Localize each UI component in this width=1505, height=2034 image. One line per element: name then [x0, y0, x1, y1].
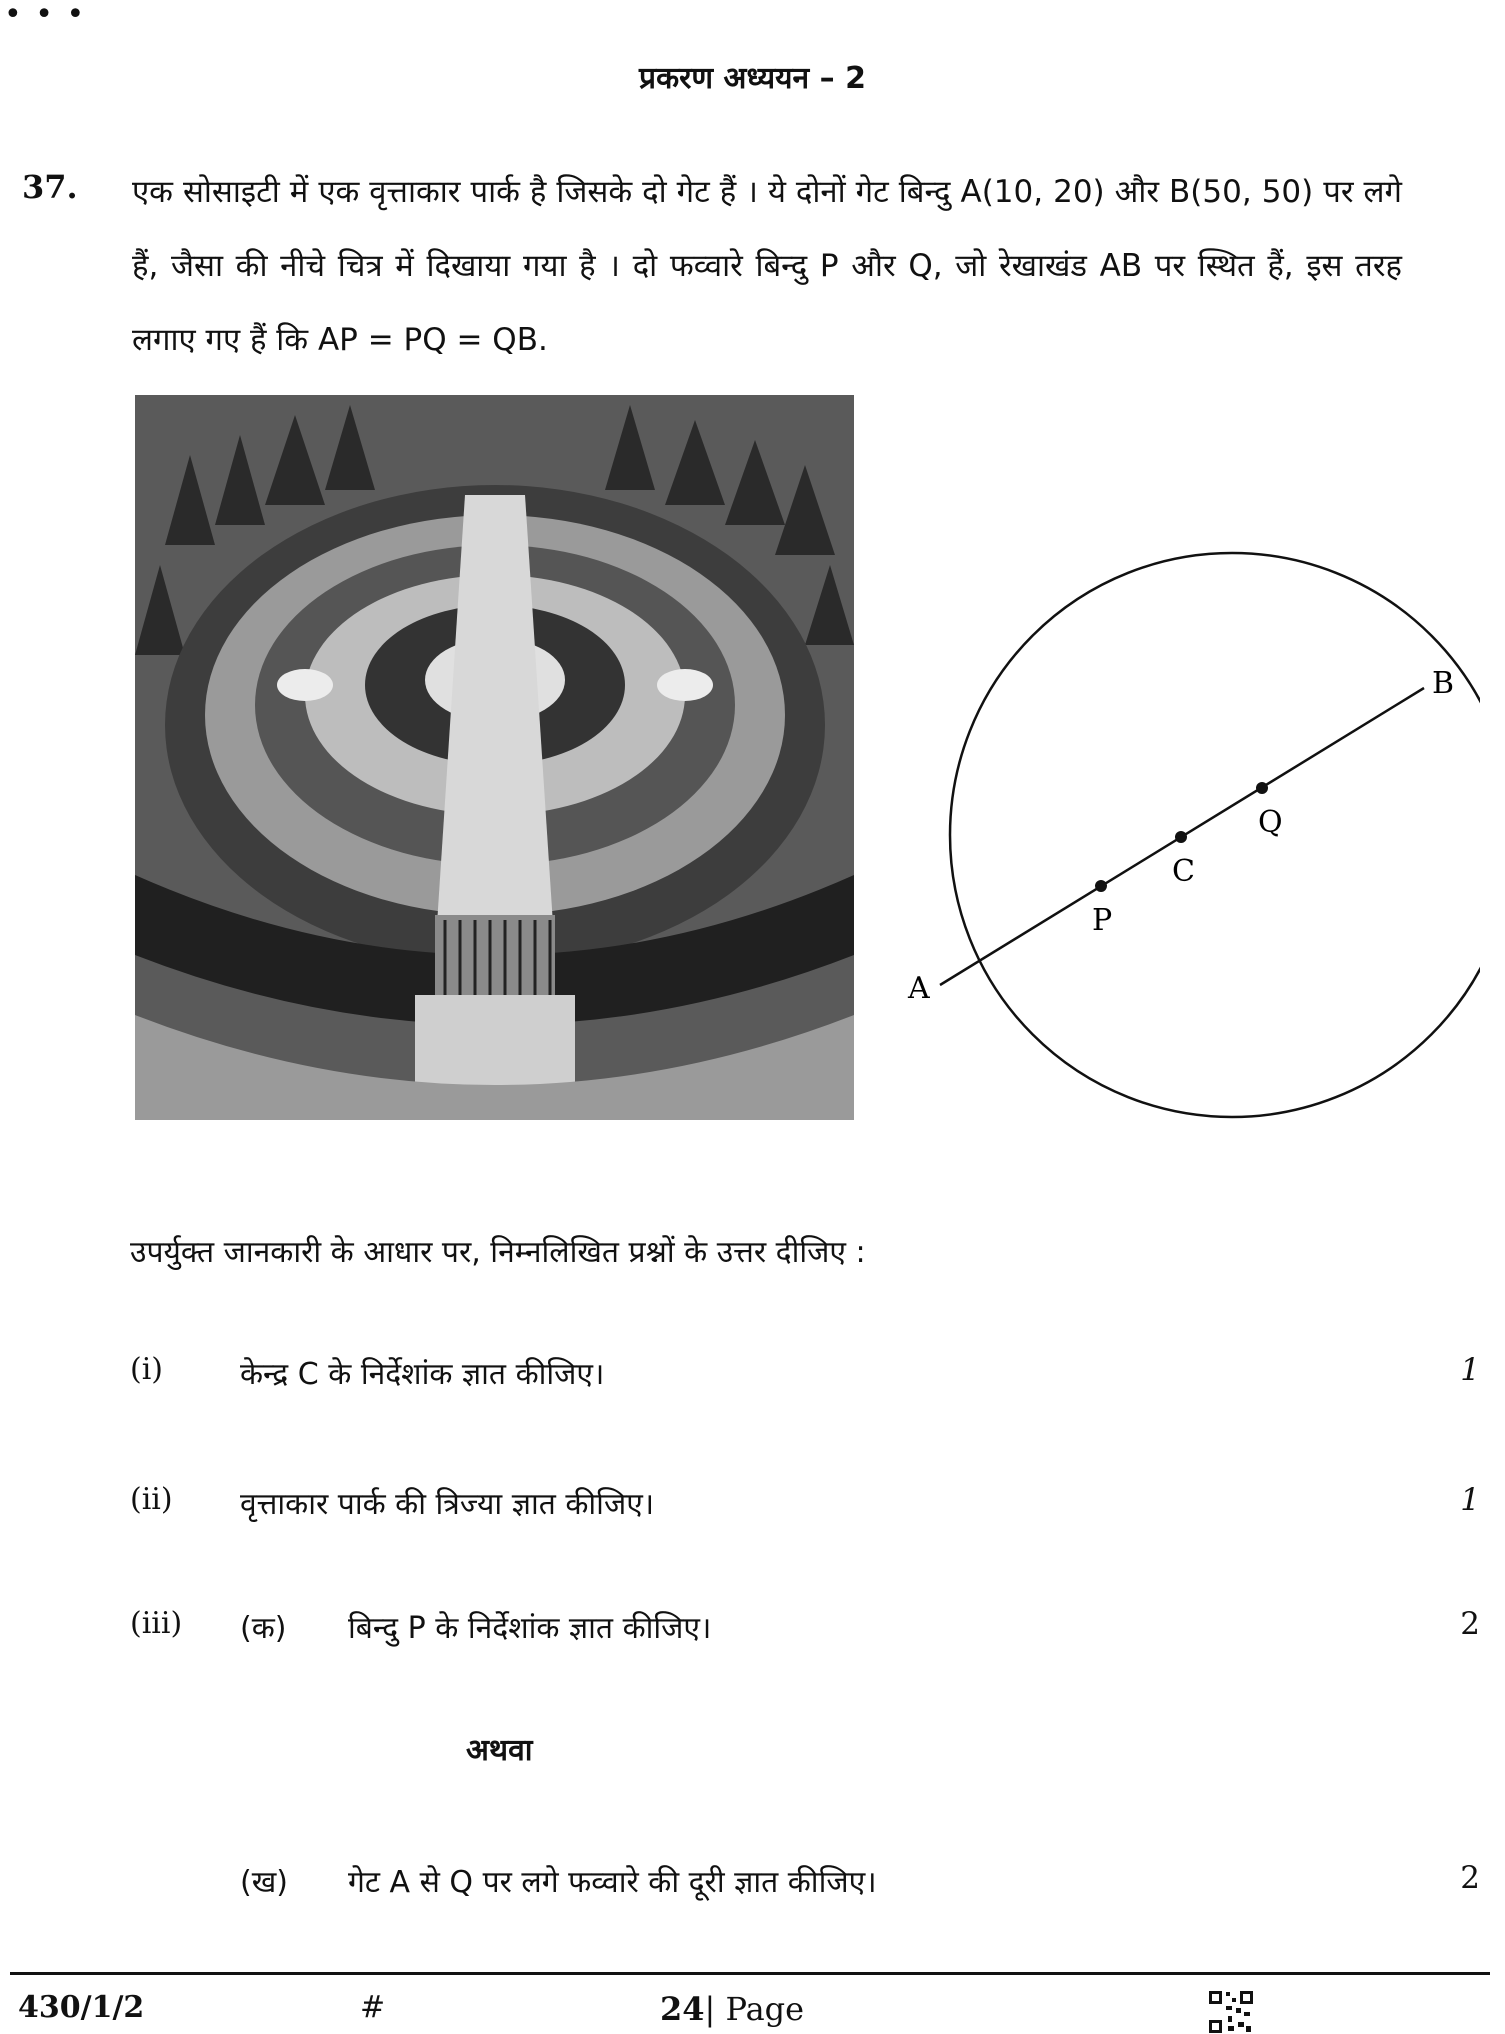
question-text: एक सोसाइटी में एक वृत्ताकार पार्क है जिसके दो गेट हैं । ये दोनों गेट बिन्दु A(10, 20) और B(50, 50) पर लगे हैं, जैसा की नीचे चित्र में दिखाया गया है । दो फव्वारे बिन्दु P और Q, जो रेखाखंड AB पर स्थित हैं, इस तरह लगाए गए हैं कि AP = PQ = QB.: [132, 174, 1402, 358]
circle-diagram: [880, 505, 1480, 1125]
subq-iii-a-marks: 2: [1460, 1606, 1480, 1642]
subq-iii-a-text: बिन्दु P के निर्देशांक ज्ञात कीजिए।: [348, 1611, 712, 1646]
subq-iii-part-b: (ख): [240, 1865, 288, 1900]
section-heading: प्रकरण अध्ययन – 2: [639, 61, 866, 96]
point-C: [1175, 831, 1187, 843]
label-B: B: [1432, 666, 1455, 701]
qr-code-icon: [1208, 1990, 1254, 2034]
point-Q: [1256, 782, 1268, 794]
page-number: 24: [660, 1990, 705, 2028]
label-P: P: [1092, 903, 1113, 938]
park-illustration: [135, 395, 854, 1120]
corner-dots: • • •: [4, 0, 87, 32]
hash-mark: #: [360, 1990, 386, 2025]
or-label: अथवा: [466, 1733, 533, 1768]
question-number: 37.: [22, 168, 78, 206]
point-P: [1095, 880, 1107, 892]
label-Q: Q: [1258, 805, 1283, 840]
subq-ii-text: वृत्ताकार पार्क की त्रिज्या ज्ञात कीजिए।: [240, 1487, 655, 1522]
subq-iii-number: (iii): [130, 1606, 183, 1641]
paper-code: 430/1/2: [18, 1990, 145, 2025]
subq-iii-b-marks: 2: [1460, 1860, 1480, 1896]
instruction-text: उपर्युक्त जानकारी के आधार पर, निम्नलिखित प्रश्नों के उत्तर दीजिए :: [130, 1235, 866, 1270]
page-number-block: [660, 1990, 804, 2028]
park-circle: [950, 553, 1480, 1117]
footer-divider: [10, 1972, 1490, 1975]
label-C: C: [1172, 854, 1195, 889]
subq-iii-part-a: (क): [240, 1611, 287, 1646]
label-A: A: [908, 971, 930, 1006]
subq-i-marks: 1: [1460, 1352, 1480, 1388]
subq-ii-marks: 1: [1460, 1482, 1480, 1518]
subq-ii-number: (ii): [130, 1482, 173, 1517]
subq-iii-b-text: गेट A से Q पर लगे फव्वारे की दूरी ज्ञात कीजिए।: [348, 1865, 877, 1900]
subq-i-number: (i): [130, 1352, 164, 1387]
subq-i-text: केन्द्र C के निर्देशांक ज्ञात कीजिए।: [240, 1357, 605, 1392]
page-label: | Page: [704, 1990, 805, 2028]
